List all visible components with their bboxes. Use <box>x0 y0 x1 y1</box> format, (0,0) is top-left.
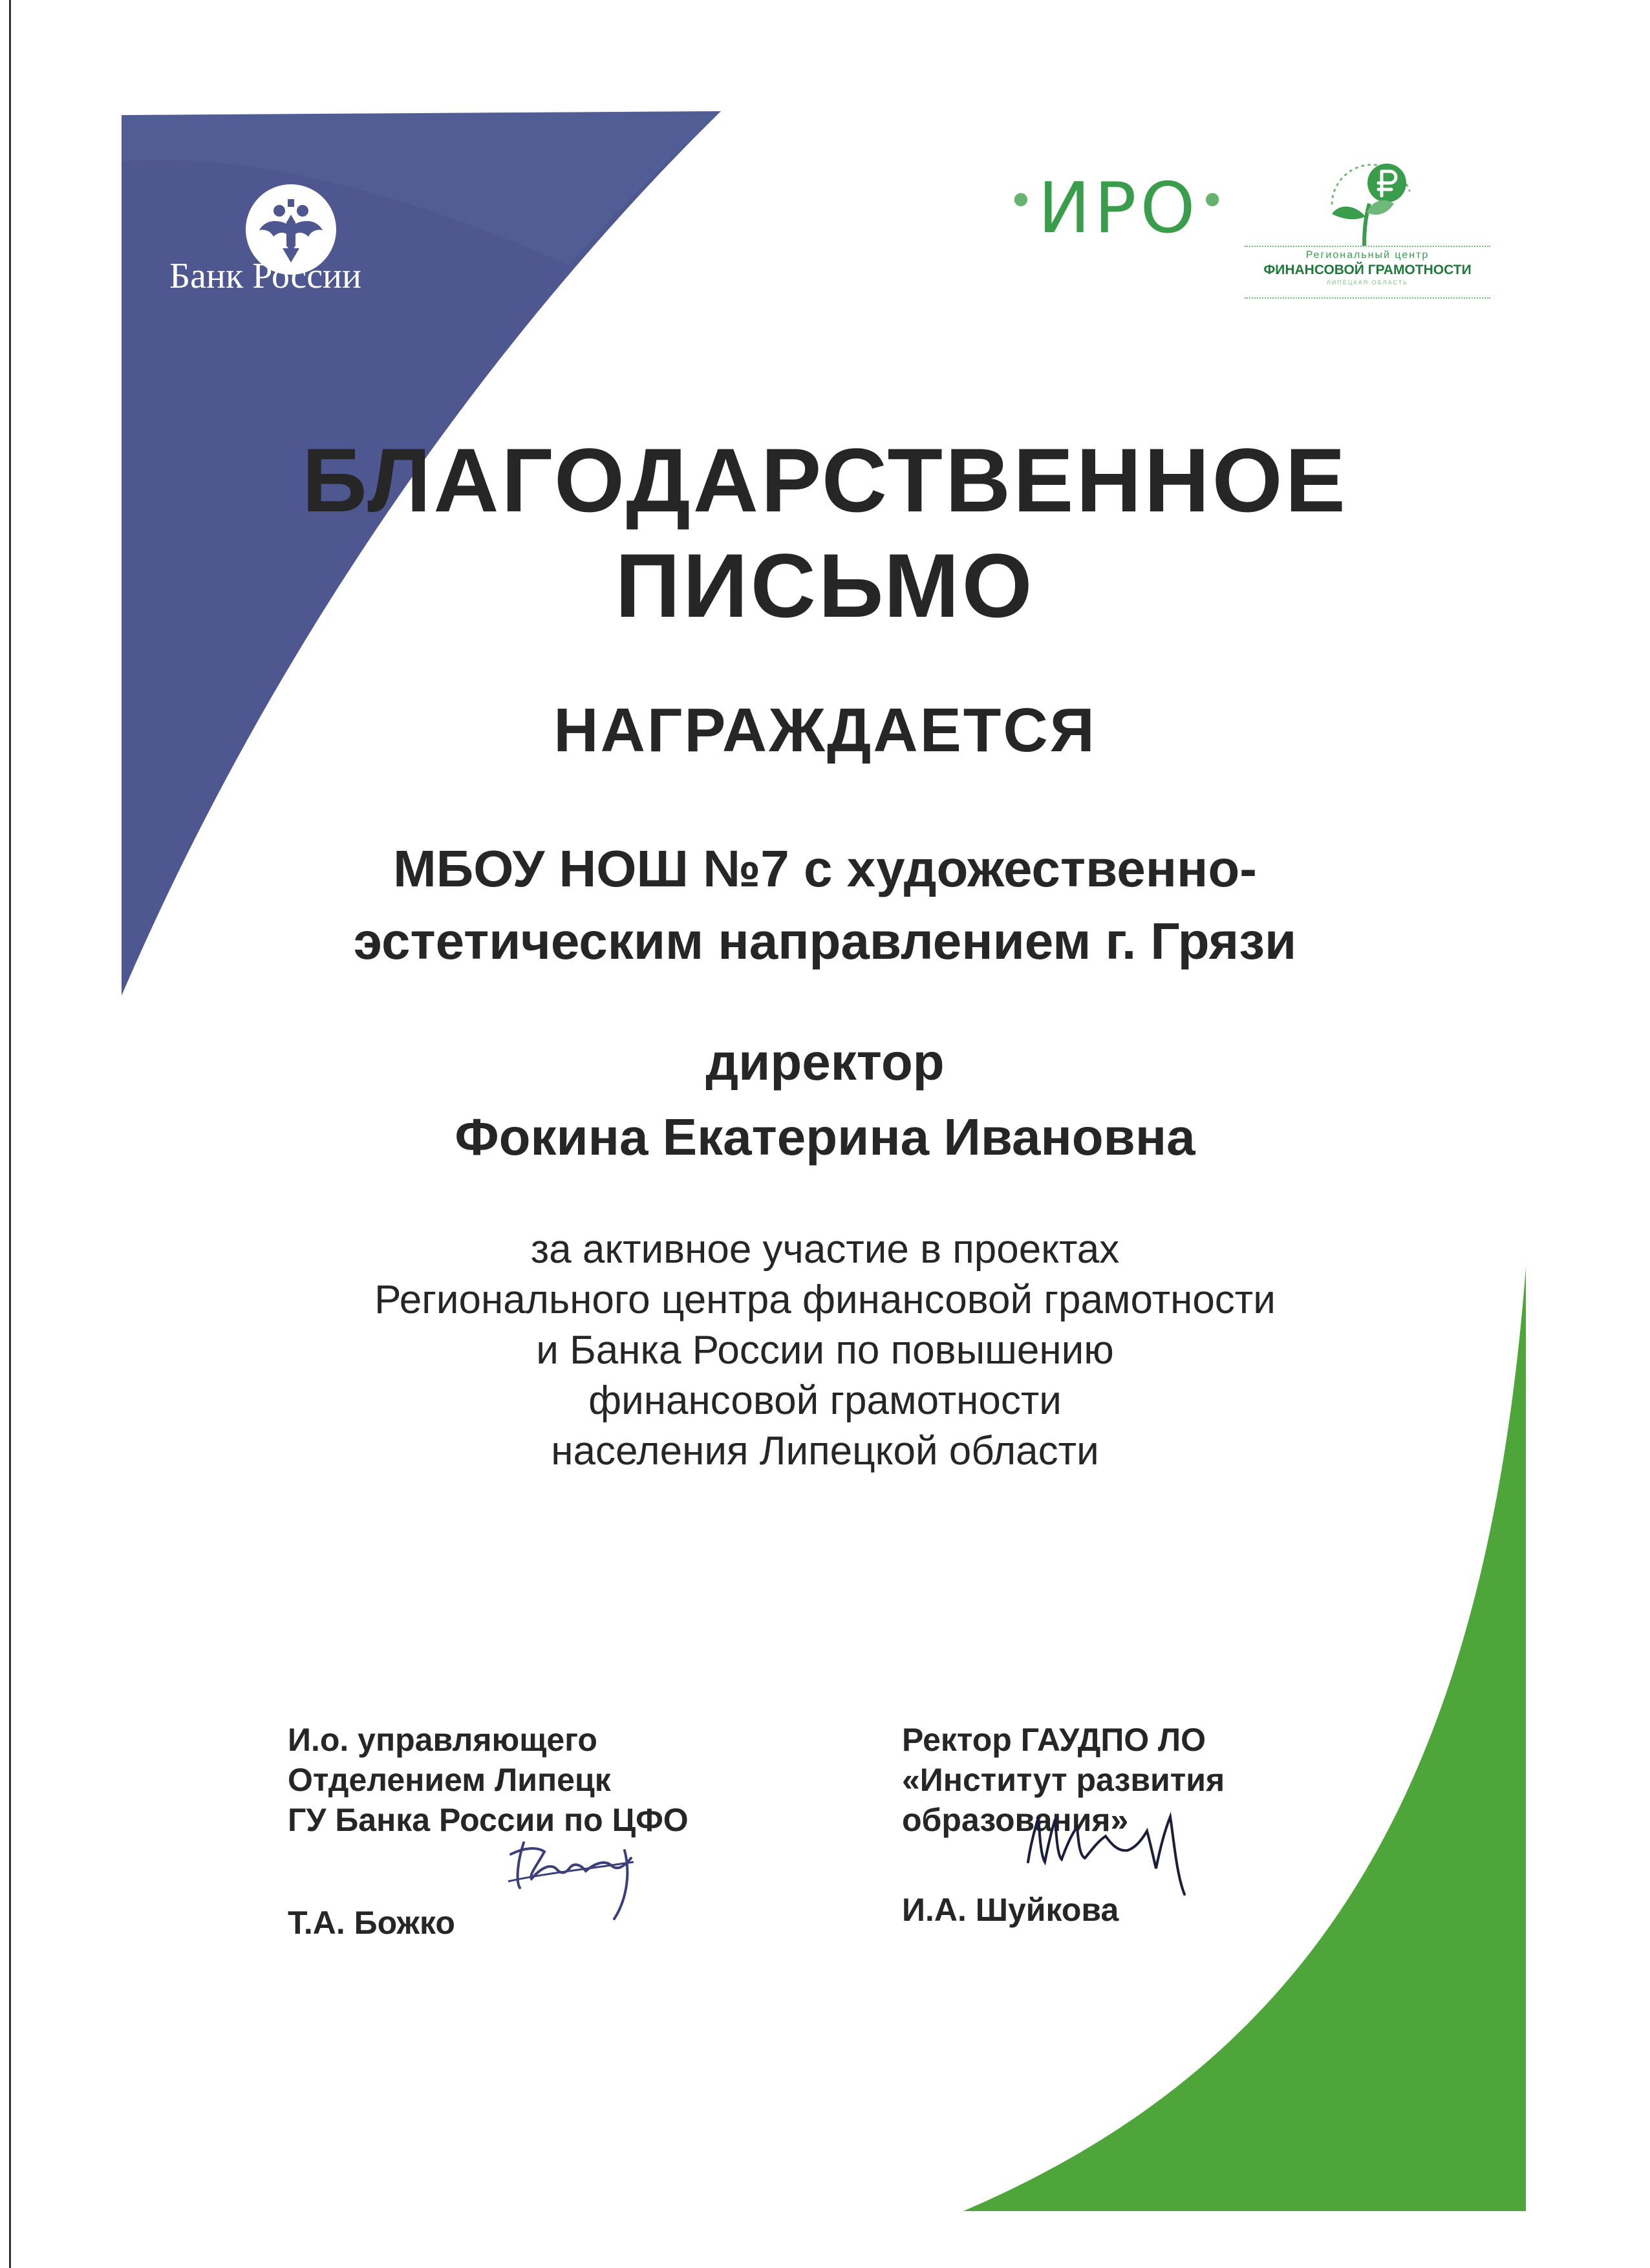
left-handwritten-signature <box>498 1804 666 1933</box>
left-signatory-title-line: Отделением Липецк <box>288 1762 611 1798</box>
reason-line: финансовой грамотности <box>588 1378 1062 1423</box>
right-signatory-title-line: «Институт развития <box>902 1762 1225 1798</box>
recipient-position: директор <box>705 1033 945 1091</box>
recipient-name: Фокина Екатерина Ивановна <box>455 1108 1195 1166</box>
left-signatory-title-line: ГУ Банка России по ЦФО <box>288 1802 689 1838</box>
regional-center-line2: ФИНАНСОВОЙ ГРАМОТНОСТИ <box>1263 262 1472 277</box>
regional-center-caption <box>1245 246 1490 299</box>
recipient-org-line-2: эстетическим направлением г. Грязи <box>353 912 1297 970</box>
bank-name: Банк России <box>169 256 361 296</box>
recipient-org-line-1: МБОУ НОШ №7 с художественно- <box>393 840 1257 897</box>
iro-dot-left: • <box>1007 175 1038 228</box>
title-line-1: БЛАГОДАРСТВЕННОЕ <box>302 429 1348 531</box>
iro-logo-text: ИРО <box>1038 168 1199 249</box>
right-signatory-name: И.А. Шуйкова <box>902 1892 1119 1928</box>
reason-line: за активное участие в проектах <box>530 1227 1120 1272</box>
left-signatory-name: Т.А. Божко <box>288 1905 455 1941</box>
reason-line: Регионального центра финансовой грамотности <box>374 1278 1276 1322</box>
left-signatory-title-line: И.о. управляющего <box>288 1722 597 1758</box>
regional-center-line3: ЛИПЕЦКАЯ ОБЛАСТЬ <box>1327 279 1408 286</box>
awarded-label: НАГРАЖДАЕТСЯ <box>553 696 1097 765</box>
reason-line: и Банка России по повышению <box>536 1328 1114 1373</box>
iro-logo <box>996 168 1241 249</box>
right-signatory-title-line: Ректор ГАУДПО ЛО <box>902 1722 1206 1758</box>
reason-line: населения Липецкой области <box>551 1429 1099 1473</box>
title-line-2: ПИСЬМО <box>615 535 1035 636</box>
iro-dot-right: • <box>1199 175 1230 228</box>
regional-center-line1: Региональный центр <box>1305 250 1430 261</box>
ruble-sprout-icon <box>1319 152 1422 249</box>
right-signatory-title-line: образования» <box>902 1802 1129 1838</box>
